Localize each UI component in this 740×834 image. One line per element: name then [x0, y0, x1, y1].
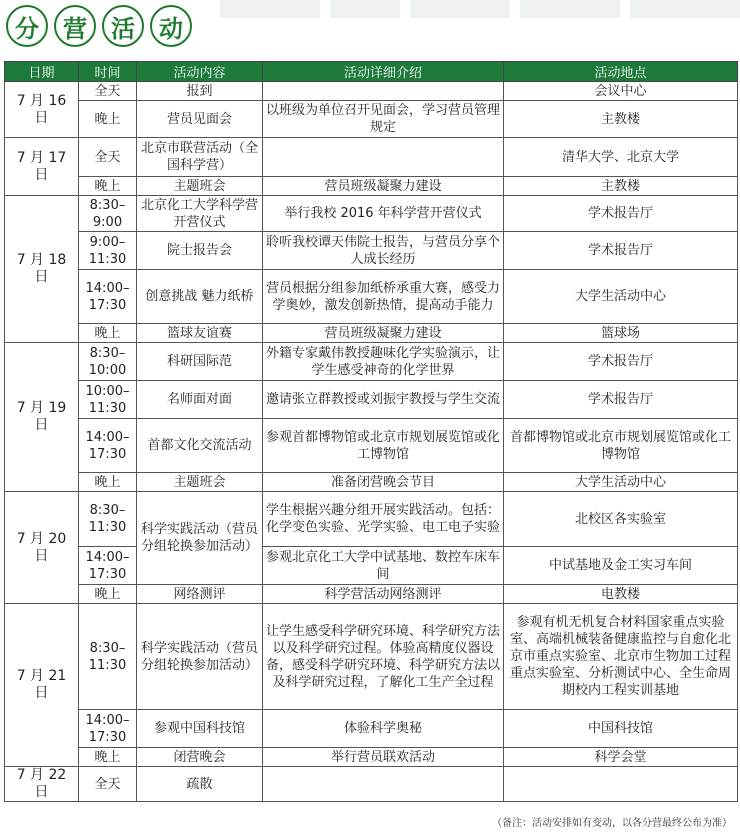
time-cell: 8:30–10:00 — [79, 343, 137, 381]
header-content: 活动内容 — [137, 62, 263, 82]
table-row — [5, 82, 738, 101]
detail-cell: 举行我校 2016 年科学营开营仪式 — [263, 196, 504, 232]
time-cell: 晚上 — [79, 473, 137, 492]
table-header-row — [5, 62, 738, 82]
time-cell: 14:00–17:30 — [79, 270, 137, 324]
table-row — [5, 585, 738, 604]
content-cell: 创意挑战 魅力纸桥 — [137, 270, 263, 324]
table-row — [5, 343, 738, 381]
table-row — [5, 473, 738, 492]
location-cell: 学术报告厅 — [504, 343, 738, 381]
time-cell: 8:30–9:00 — [79, 196, 137, 232]
time-cell: 14:00–17:30 — [79, 419, 137, 473]
table-row — [5, 270, 738, 324]
time-cell: 全天 — [79, 138, 137, 177]
date-cell: 7 月 19 日 — [5, 343, 79, 492]
header-decor — [330, 0, 400, 18]
content-cell: 北京化工大学科学营开营仪式 — [137, 196, 263, 232]
location-cell: 大学生活动中心 — [504, 270, 738, 324]
time-cell: 晚上 — [79, 748, 137, 767]
table-row — [5, 767, 738, 802]
detail-cell: 准备闭营晚会节目 — [263, 473, 504, 492]
location-cell: 中试基地及金工实习车间 — [504, 547, 738, 585]
content-cell: 参观中国科技馆 — [137, 710, 263, 748]
content-cell: 北京市联营活动（全国科学营） — [137, 138, 263, 177]
location-cell: 学术报告厅 — [504, 381, 738, 419]
table-row — [5, 381, 738, 419]
time-cell: 全天 — [79, 767, 137, 802]
header-detail: 活动详细介绍 — [263, 62, 504, 82]
time-cell: 14:00–17:30 — [79, 710, 137, 748]
detail-cell — [263, 138, 504, 177]
detail-cell: 聆听我校谭天伟院士报告，与营员分享个人成长经历 — [263, 232, 504, 270]
table-row — [5, 232, 738, 270]
location-cell: 学术报告厅 — [504, 196, 738, 232]
time-cell: 晚上 — [79, 101, 137, 138]
location-cell: 首都博物馆或北京市规划展览馆或化工博物馆 — [504, 419, 738, 473]
table-row — [5, 748, 738, 767]
header-location: 活动地点 — [504, 62, 738, 82]
location-cell: 中国科技馆 — [504, 710, 738, 748]
content-cell: 疏散 — [137, 767, 263, 802]
title-char: 活 — [102, 5, 144, 47]
title-char: 营 — [54, 5, 96, 47]
page-title — [6, 5, 192, 47]
detail-cell: 参观北京化工大学中试基地、数控车床车间 — [263, 547, 504, 585]
content-cell: 营员见面会 — [137, 101, 263, 138]
content-cell: 科学实践活动（营员分组轮换参加活动） — [137, 492, 263, 585]
detail-cell: 营员根据分组参加纸桥承重大赛，感受力学奥妙，激发创新热情，提高动手能力 — [263, 270, 504, 324]
table-row — [5, 547, 738, 585]
time-cell: 8:30–11:30 — [79, 604, 137, 710]
detail-cell: 让学生感受科学研究环境、科学研究方法以及科学研究过程。体验高精度仪器设备，感受科学研究环境、科学研究方法以及科学研究过程，了解化工生产全过程 — [263, 604, 504, 710]
location-cell: 科学会堂 — [504, 748, 738, 767]
table-row — [5, 138, 738, 177]
detail-cell — [263, 82, 504, 101]
detail-cell: 学生根据兴趣分组开展实践活动。包括：化学变色实验、光学实验、电工电子实验 — [263, 492, 504, 547]
detail-cell: 外籍专家戴伟教授趣味化学实验演示，让学生感受神奇的化学世界 — [263, 343, 504, 381]
detail-cell — [263, 767, 504, 802]
date-cell: 7 月 17 日 — [5, 138, 79, 196]
location-cell: 会议中心 — [504, 82, 738, 101]
table-row — [5, 177, 738, 196]
header-decor — [220, 0, 320, 18]
header-time: 时间 — [79, 62, 137, 82]
time-cell: 晚上 — [79, 177, 137, 196]
time-cell: 9:00–11:30 — [79, 232, 137, 270]
table-row — [5, 324, 738, 343]
content-cell: 首都文化交流活动 — [137, 419, 263, 473]
location-cell: 清华大学、北京大学 — [504, 138, 738, 177]
content-cell: 网络测评 — [137, 585, 263, 604]
time-cell: 晚上 — [79, 324, 137, 343]
content-cell: 闭营晚会 — [137, 748, 263, 767]
location-cell — [504, 767, 738, 802]
location-cell: 电教楼 — [504, 585, 738, 604]
header-decor — [630, 0, 740, 18]
detail-cell: 营员班级凝聚力建设 — [263, 324, 504, 343]
date-cell: 7 月 22 日 — [5, 767, 79, 802]
detail-cell: 营员班级凝聚力建设 — [263, 177, 504, 196]
table-row — [5, 196, 738, 232]
detail-cell: 参观首都博物馆或北京市规划展览馆或化工博物馆 — [263, 419, 504, 473]
date-cell: 7 月 16 日 — [5, 82, 79, 138]
content-cell: 名师面对面 — [137, 381, 263, 419]
content-cell: 院士报告会 — [137, 232, 263, 270]
time-cell: 8:30–11:30 — [79, 492, 137, 547]
schedule-table — [4, 61, 738, 802]
location-cell: 主教楼 — [504, 177, 738, 196]
table-row — [5, 604, 738, 710]
table-row — [5, 710, 738, 748]
location-cell: 主教楼 — [504, 101, 738, 138]
title-char: 分 — [6, 5, 48, 47]
detail-cell: 体验科学奥秘 — [263, 710, 504, 748]
content-cell: 主题班会 — [137, 473, 263, 492]
location-cell: 北校区各实验室 — [504, 492, 738, 547]
content-cell: 报到 — [137, 82, 263, 101]
date-cell: 7 月 18 日 — [5, 196, 79, 343]
table-row — [5, 419, 738, 473]
location-cell: 学术报告厅 — [504, 232, 738, 270]
location-cell: 大学生活动中心 — [504, 473, 738, 492]
table-row — [5, 492, 738, 547]
detail-cell: 科学营活动网络测评 — [263, 585, 504, 604]
date-cell: 7 月 20 日 — [5, 492, 79, 604]
header-decor — [410, 0, 510, 18]
time-cell: 14:00–17:30 — [79, 547, 137, 585]
header-date: 日期 — [5, 62, 79, 82]
footnote: （备注：活动安排如有变动，以各分营最终公布为准） — [492, 818, 732, 829]
table-row — [5, 101, 738, 138]
date-cell: 7 月 21 日 — [5, 604, 79, 767]
location-cell: 参观有机无机复合材料国家重点实验室、高端机械装备健康监控与自愈化北京市重点实验室、北京市生物加工过程重点实验室、分析测试中心、全生命周期校内工程实训基地 — [504, 604, 738, 710]
detail-cell: 邀请张立群教授或刘振宇教授与学生交流 — [263, 381, 504, 419]
title-char: 动 — [150, 5, 192, 47]
header-decor — [520, 0, 620, 18]
content-cell: 篮球友谊赛 — [137, 324, 263, 343]
time-cell: 全天 — [79, 82, 137, 101]
time-cell: 晚上 — [79, 585, 137, 604]
content-cell: 主题班会 — [137, 177, 263, 196]
page-header — [0, 0, 740, 50]
time-cell: 10:00–11:30 — [79, 381, 137, 419]
content-cell: 科研国际范 — [137, 343, 263, 381]
detail-cell: 举行营员联欢活动 — [263, 748, 504, 767]
location-cell: 篮球场 — [504, 324, 738, 343]
detail-cell: 以班级为单位召开见面会，学习营员管理规定 — [263, 101, 504, 138]
content-cell: 科学实践活动（营员分组轮换参加活动） — [137, 604, 263, 710]
